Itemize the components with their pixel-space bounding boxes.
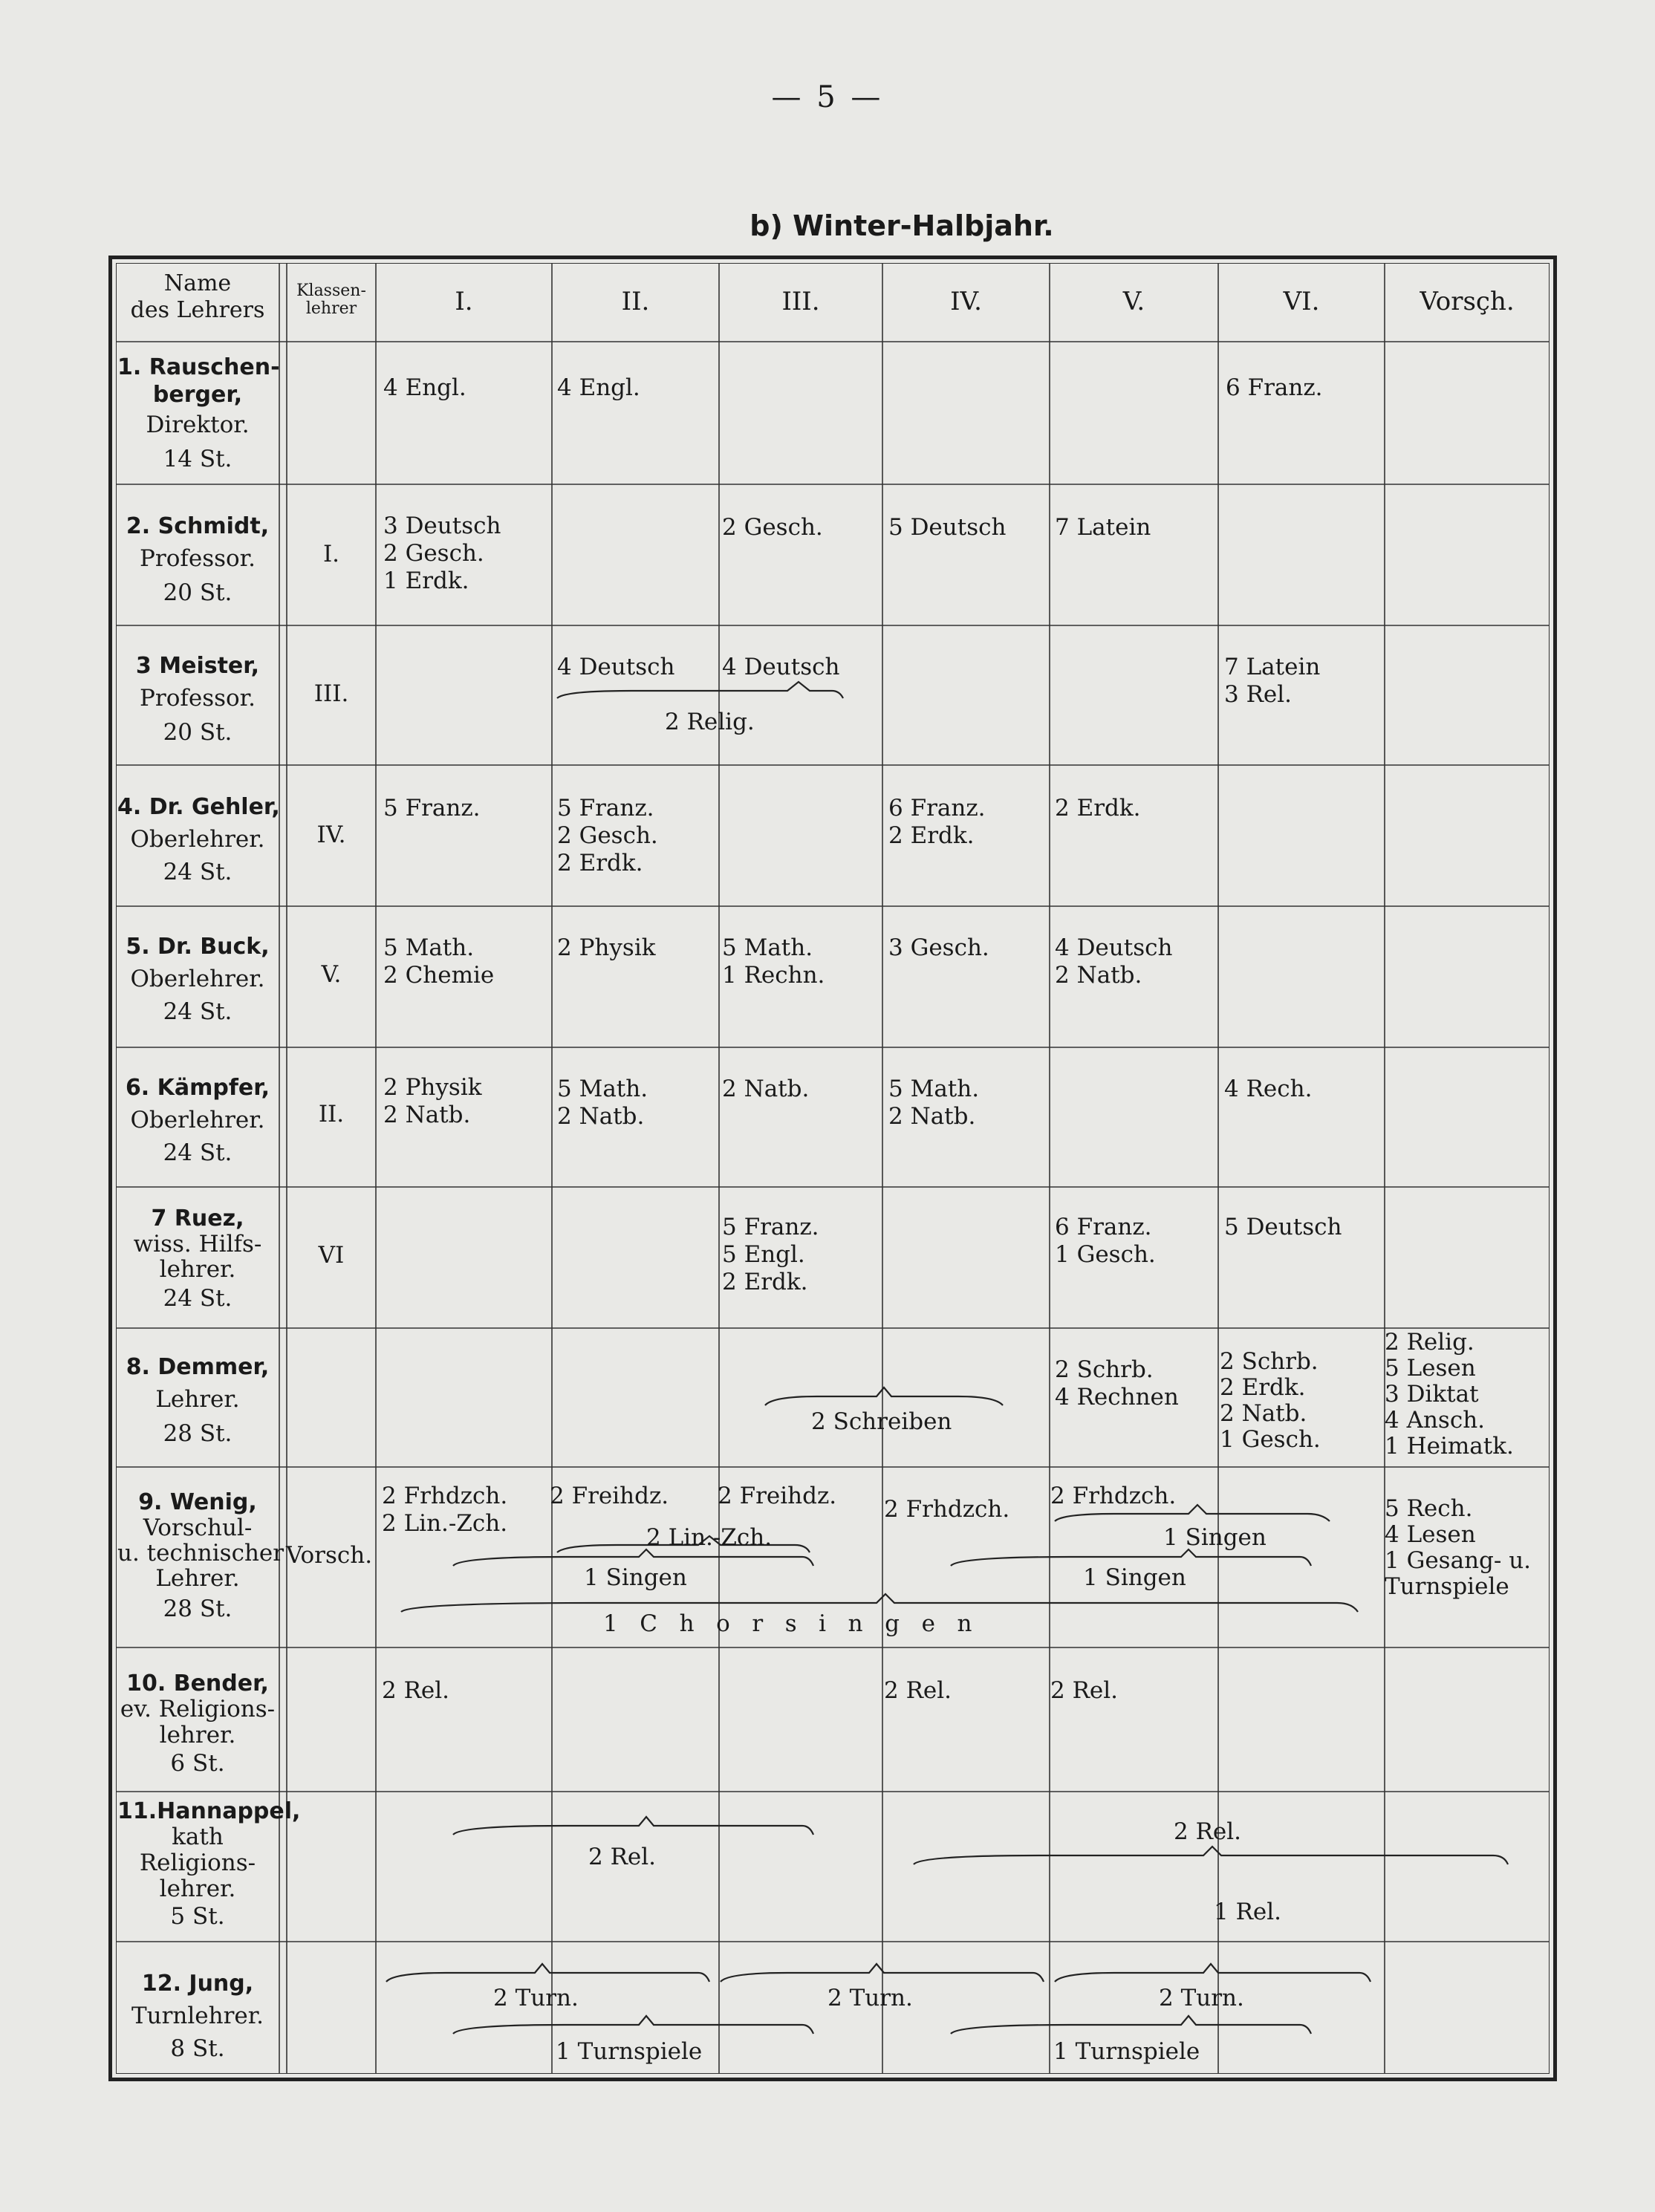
joint-lesson: 1 Singen bbox=[584, 1564, 687, 1591]
lesson-cell: 2 Rel. bbox=[382, 1677, 450, 1704]
lesson-cell: 2 Physik bbox=[557, 934, 656, 961]
header-class-vorsch: Vorsçh. bbox=[1420, 287, 1515, 316]
header-klassenlehrer: Klassen- lehrer bbox=[296, 282, 366, 318]
teacher-hours: 14 St. bbox=[163, 446, 233, 472]
lesson-cell: 2 Rel. bbox=[1050, 1677, 1119, 1704]
lesson-cell: 5 Deutsch bbox=[1224, 1214, 1342, 1240]
teacher-name: 8. Demmer, bbox=[126, 1354, 270, 1380]
lesson-cell: 2 Frhdzch. 2 Lin.-Zch. bbox=[382, 1483, 508, 1537]
lesson-cell: 5 Franz. 5 Engl. 2 Erdk. bbox=[722, 1214, 819, 1295]
teacher-title: Lehrer. bbox=[155, 1386, 240, 1413]
lesson-cell: 5 Math. 2 Chemie bbox=[383, 934, 495, 989]
joint-lesson: 2 Lin.-Zch. bbox=[646, 1524, 773, 1551]
lesson-cell: 5 Math. 2 Natb. bbox=[557, 1076, 648, 1130]
klassenlehrer-cell: VI bbox=[318, 1242, 345, 1269]
teacher-hours: 24 St. bbox=[163, 1139, 233, 1166]
lesson-cell: 5 Franz. 2 Gesch. 2 Erdk. bbox=[557, 795, 658, 876]
joint-lesson: 2 Turn. bbox=[1159, 1985, 1244, 2011]
klassenlehrer-cell: Vorsch. bbox=[285, 1542, 373, 1569]
lesson-cell: 6 Franz. bbox=[1226, 374, 1323, 401]
lesson-cell: 7 Latein bbox=[1055, 514, 1151, 541]
header-name: Name des Lehrers bbox=[130, 270, 265, 323]
lesson-cell: 2 Gesch. bbox=[722, 514, 823, 541]
lesson-cell: 4 Deutsch 2 Natb. bbox=[1055, 934, 1173, 989]
lesson-cell: 2 Relig. 5 Lesen 3 Diktat 4 Ansch. 1 Heimatk. bbox=[1385, 1329, 1514, 1460]
lesson-cell: 6 Franz. 2 Erdk. bbox=[888, 795, 986, 849]
lesson-cell: 4 Deutsch bbox=[722, 654, 840, 680]
teacher-title: Oberlehrer. bbox=[130, 966, 265, 992]
joint-lesson: 2 Rel. bbox=[1174, 1818, 1242, 1845]
teacher-hours: 20 St. bbox=[163, 719, 233, 746]
klassenlehrer-cell: II. bbox=[318, 1101, 345, 1128]
teacher-hours: 8 St. bbox=[170, 2035, 225, 2062]
teacher-title: Oberlehrer. bbox=[130, 1107, 265, 1133]
lesson-cell: 2 Frhdzch. bbox=[1050, 1483, 1177, 1509]
teacher-name: 2. Schmidt, bbox=[126, 513, 270, 539]
header-class-IV: IV. bbox=[950, 287, 982, 316]
teacher-hours: 20 St. bbox=[163, 579, 233, 606]
teacher-name: 10. Bender, bbox=[126, 1671, 269, 1697]
lesson-cell: 3 Gesch. bbox=[888, 934, 989, 961]
joint-lesson: 2 Turn. bbox=[828, 1985, 913, 2011]
lesson-cell: 5 Math. 2 Natb. bbox=[888, 1076, 980, 1130]
teacher-hours: 24 St. bbox=[163, 1285, 233, 1312]
page-title: b) Winter-Halbjahr. bbox=[750, 209, 1054, 242]
teacher-name: 9. Wenig, bbox=[138, 1489, 257, 1515]
lesson-cell: 5 Franz. bbox=[383, 795, 481, 822]
lesson-cell: 2 Freihdz. bbox=[718, 1483, 837, 1509]
lesson-cell: 2 Schrb. 2 Erdk. 2 Natb. 1 Gesch. bbox=[1220, 1348, 1321, 1453]
joint-lesson: 1 Turnspiele bbox=[1053, 2038, 1200, 2065]
lesson-cell: 2 Natb. bbox=[722, 1076, 810, 1102]
lesson-cell: 3 Deutsch 2 Gesch. 1 Erdk. bbox=[383, 513, 501, 594]
lesson-cell: 2 Physik 2 Natb. bbox=[383, 1074, 482, 1128]
teacher-title: Turnlehrer. bbox=[131, 2003, 264, 2029]
teacher-title: ev. Religions- lehrer. bbox=[120, 1696, 276, 1749]
joint-lesson: 2 Rel. bbox=[588, 1844, 657, 1870]
lesson-cell: 4 Rech. bbox=[1224, 1076, 1313, 1102]
lesson-cell: 1 Rel. bbox=[1214, 1899, 1282, 1925]
lesson-cell: 2 Freihdz. bbox=[550, 1483, 669, 1509]
lesson-cell: 5 Deutsch bbox=[888, 514, 1007, 541]
header-class-V: V. bbox=[1122, 287, 1145, 316]
joint-lesson: 2 Turn. bbox=[493, 1985, 579, 2011]
teacher-title: Vorschul- u. technischer Lehrer. bbox=[117, 1515, 284, 1592]
teacher-name: 6. Kämpfer, bbox=[125, 1075, 270, 1101]
header-class-I: I. bbox=[455, 287, 473, 316]
teacher-title: Professor. bbox=[140, 685, 256, 712]
joint-lesson: 2 Schreiben bbox=[811, 1408, 952, 1435]
teacher-name: 7 Ruez, bbox=[151, 1206, 244, 1232]
header-class-II: II. bbox=[621, 287, 650, 316]
lesson-cell: 4 Engl. bbox=[557, 374, 640, 401]
klassenlehrer-cell: V. bbox=[321, 961, 342, 988]
teacher-title: wiss. Hilfs- lehrer. bbox=[133, 1231, 262, 1283]
lesson-cell: 2 Frhdzch. bbox=[884, 1496, 1010, 1523]
klassenlehrer-cell: III. bbox=[313, 680, 349, 707]
teacher-name: 3 Meister, bbox=[135, 653, 260, 679]
teacher-hours: 6 St. bbox=[170, 1750, 225, 1777]
page-number: — 5 — bbox=[771, 80, 884, 114]
joint-lesson: 1 Singen bbox=[1163, 1524, 1267, 1551]
lesson-cell: 6 Franz. 1 Gesch. bbox=[1055, 1214, 1156, 1268]
teacher-hours: 24 St. bbox=[163, 859, 233, 885]
teacher-hours: 28 St. bbox=[163, 1595, 233, 1622]
header-class-VI: VI. bbox=[1283, 287, 1320, 316]
klassenlehrer-cell: IV. bbox=[316, 822, 346, 848]
teacher-title: kath Religions- lehrer. bbox=[139, 1824, 256, 1902]
klassenlehrer-cell: I. bbox=[322, 541, 340, 567]
joint-lesson: 1 Turnspiele bbox=[556, 2038, 703, 2065]
teacher-hours: 24 St. bbox=[163, 998, 233, 1025]
teacher-name: 12. Jung, bbox=[141, 1971, 254, 1997]
teacher-title: Direktor. bbox=[146, 412, 250, 438]
joint-lesson: 2 Relig. bbox=[665, 709, 755, 735]
lesson-cell: 5 Rech. 4 Lesen 1 Gesang- u. Turnspiele bbox=[1385, 1495, 1532, 1600]
teacher-title: Professor. bbox=[140, 545, 256, 572]
lesson-cell: 2 Schrb. 4 Rechnen bbox=[1055, 1356, 1179, 1411]
joint-lesson: 1 C h o r s i n g e n bbox=[603, 1610, 972, 1637]
teacher-name: 11.Hannappel, bbox=[117, 1798, 301, 1824]
lesson-cell: 7 Latein 3 Rel. bbox=[1224, 654, 1321, 708]
teacher-hours: 5 St. bbox=[170, 1903, 225, 1930]
header-class-III: III. bbox=[781, 287, 820, 316]
teacher-title: Oberlehrer. bbox=[130, 826, 265, 853]
lesson-cell: 4 Engl. bbox=[383, 374, 466, 401]
teacher-hours: 28 St. bbox=[163, 1420, 233, 1447]
teacher-name: 4. Dr. Gehler, bbox=[117, 794, 280, 820]
joint-lesson: 1 Singen bbox=[1083, 1564, 1186, 1591]
lesson-cell: 2 Erdk. bbox=[1055, 795, 1141, 822]
teacher-name: 1. Rauschen- berger, bbox=[117, 354, 280, 408]
lesson-cell: 5 Math. 1 Rechn. bbox=[722, 934, 825, 989]
lesson-cell: 4 Deutsch bbox=[557, 654, 675, 680]
teacher-name: 5. Dr. Buck, bbox=[126, 934, 270, 960]
lesson-cell: 2 Rel. bbox=[884, 1677, 952, 1704]
